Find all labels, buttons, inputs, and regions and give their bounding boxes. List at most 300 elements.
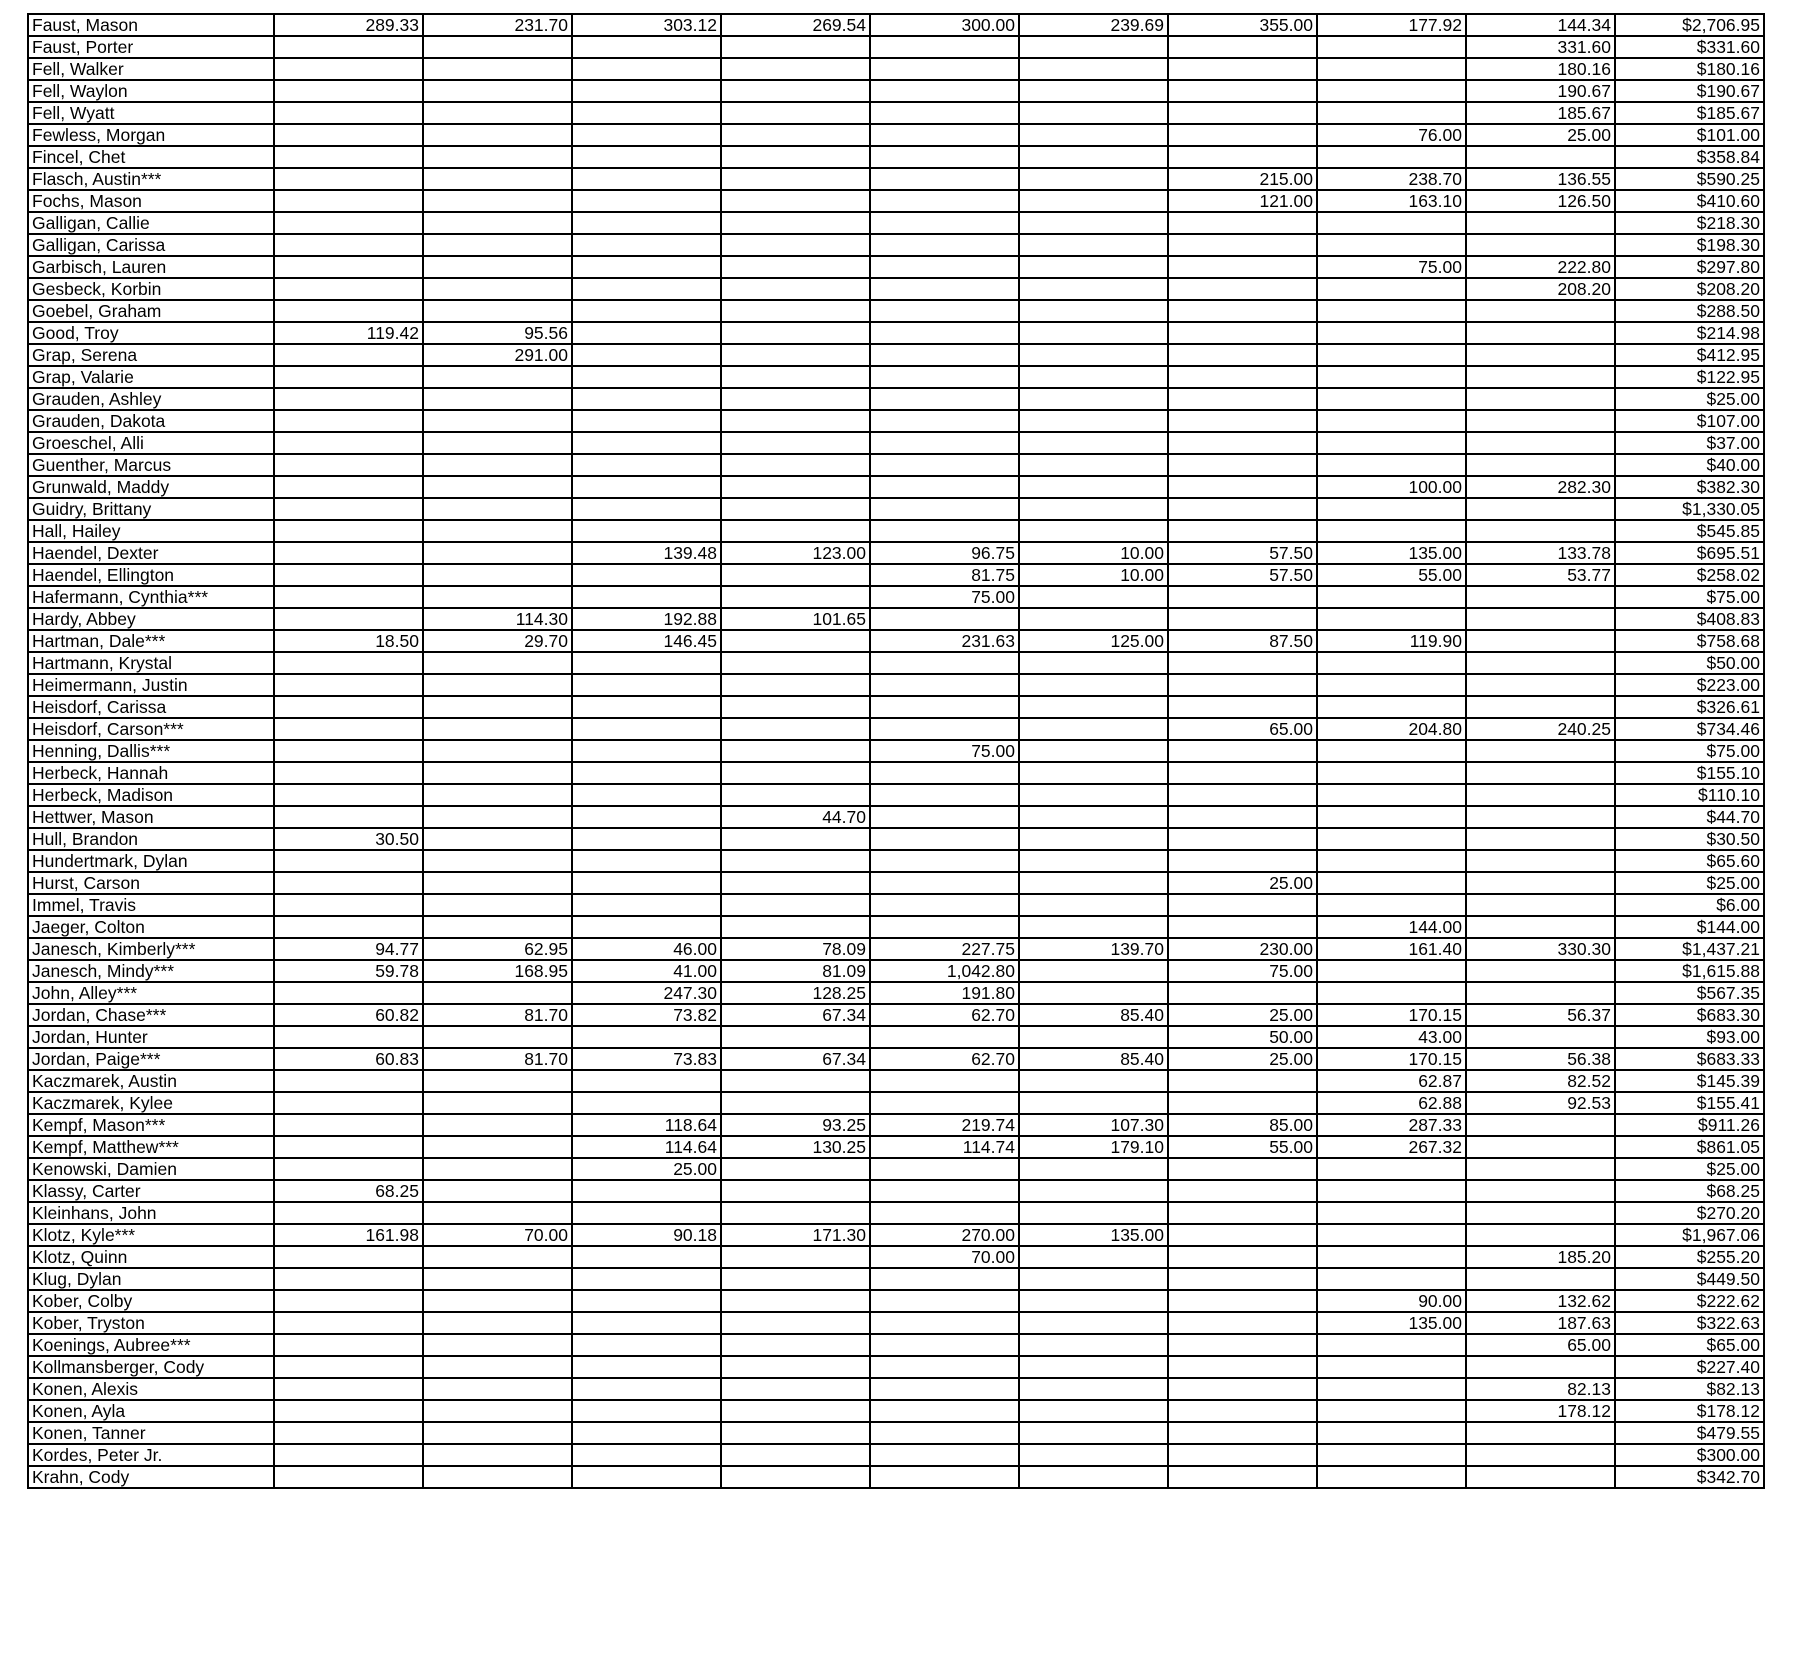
amount-cell: [274, 762, 423, 784]
amount-cell: [1317, 784, 1466, 806]
amount-cell: [1317, 806, 1466, 828]
amount-cell: [1168, 1290, 1317, 1312]
name-cell: Kleinhans, John: [28, 1202, 274, 1224]
total-cell: $412.95: [1615, 344, 1764, 366]
amount-cell: [274, 190, 423, 212]
name-cell: Koenings, Aubree***: [28, 1334, 274, 1356]
total-cell: $37.00: [1615, 432, 1764, 454]
amount-cell: [1168, 410, 1317, 432]
total-cell: $25.00: [1615, 872, 1764, 894]
amount-cell: [1466, 1158, 1615, 1180]
amount-cell: [1168, 806, 1317, 828]
amount-cell: [721, 1246, 870, 1268]
amount-cell: [274, 1202, 423, 1224]
amount-cell: [1317, 762, 1466, 784]
amount-cell: [1019, 80, 1168, 102]
amount-cell: 303.12: [572, 14, 721, 36]
amount-cell: 67.34: [721, 1004, 870, 1026]
name-cell: Herbeck, Madison: [28, 784, 274, 806]
amount-cell: [274, 278, 423, 300]
amount-cell: 136.55: [1466, 168, 1615, 190]
table-row: [28, 762, 1764, 784]
amount-cell: [870, 806, 1019, 828]
amount-cell: [572, 1246, 721, 1268]
amount-cell: [721, 828, 870, 850]
table-row: [28, 784, 1764, 806]
amount-cell: [1168, 762, 1317, 784]
table-row: [28, 190, 1764, 212]
name-cell: Haendel, Ellington: [28, 564, 274, 586]
amount-cell: [423, 190, 572, 212]
amount-cell: [274, 586, 423, 608]
amount-cell: [1317, 344, 1466, 366]
amount-cell: [572, 190, 721, 212]
amount-cell: 73.82: [572, 1004, 721, 1026]
amount-cell: 144.34: [1466, 14, 1615, 36]
name-cell: Hettwer, Mason: [28, 806, 274, 828]
name-cell: Fewless, Morgan: [28, 124, 274, 146]
amount-cell: [1168, 476, 1317, 498]
amount-cell: 267.32: [1317, 1136, 1466, 1158]
amount-cell: 126.50: [1466, 190, 1615, 212]
amount-cell: [572, 1400, 721, 1422]
table-row: [28, 388, 1764, 410]
amount-cell: [721, 1312, 870, 1334]
amount-cell: 114.64: [572, 1136, 721, 1158]
amount-cell: 300.00: [870, 14, 1019, 36]
amount-cell: 70.00: [870, 1246, 1019, 1268]
total-cell: $408.83: [1615, 608, 1764, 630]
name-cell: Herbeck, Hannah: [28, 762, 274, 784]
name-cell: Kober, Colby: [28, 1290, 274, 1312]
amount-cell: 29.70: [423, 630, 572, 652]
amount-cell: [870, 652, 1019, 674]
amount-cell: [1317, 520, 1466, 542]
amount-cell: [721, 366, 870, 388]
amount-cell: [423, 1158, 572, 1180]
table-row: [28, 1466, 1764, 1488]
name-cell: Kollmansberger, Cody: [28, 1356, 274, 1378]
amount-cell: [1019, 1400, 1168, 1422]
amount-cell: [572, 1422, 721, 1444]
amount-cell: [423, 168, 572, 190]
name-cell: Kaczmarek, Austin: [28, 1070, 274, 1092]
total-cell: $65.60: [1615, 850, 1764, 872]
amount-cell: [721, 344, 870, 366]
amount-cell: [1317, 102, 1466, 124]
amount-cell: 1,042.80: [870, 960, 1019, 982]
amount-cell: [423, 1378, 572, 1400]
name-cell: Kober, Tryston: [28, 1312, 274, 1334]
table-row: [28, 982, 1764, 1004]
amount-cell: 269.54: [721, 14, 870, 36]
amount-cell: [1317, 674, 1466, 696]
amount-cell: [870, 190, 1019, 212]
amount-cell: 139.70: [1019, 938, 1168, 960]
amount-cell: 163.10: [1317, 190, 1466, 212]
amount-cell: 222.80: [1466, 256, 1615, 278]
amount-cell: [1466, 696, 1615, 718]
amount-cell: 128.25: [721, 982, 870, 1004]
amount-cell: [1317, 608, 1466, 630]
amount-cell: [1317, 498, 1466, 520]
amount-cell: 95.56: [423, 322, 572, 344]
amount-cell: 170.15: [1317, 1048, 1466, 1070]
amount-cell: [572, 1356, 721, 1378]
amount-cell: [572, 344, 721, 366]
amount-cell: [870, 322, 1019, 344]
amount-cell: 171.30: [721, 1224, 870, 1246]
amount-cell: [870, 850, 1019, 872]
amount-cell: 60.83: [274, 1048, 423, 1070]
amount-cell: 85.00: [1168, 1114, 1317, 1136]
amount-cell: 75.00: [870, 586, 1019, 608]
table-row: [28, 80, 1764, 102]
amount-cell: [870, 410, 1019, 432]
amount-cell: [1019, 366, 1168, 388]
amount-cell: [1168, 1070, 1317, 1092]
name-cell: John, Alley***: [28, 982, 274, 1004]
amount-cell: [423, 652, 572, 674]
amount-cell: [1466, 300, 1615, 322]
amount-cell: [1168, 322, 1317, 344]
amount-cell: [274, 1026, 423, 1048]
amount-cell: [1019, 410, 1168, 432]
amount-cell: [1317, 586, 1466, 608]
amount-cell: [572, 652, 721, 674]
amount-cell: [274, 410, 423, 432]
name-cell: Hundertmark, Dylan: [28, 850, 274, 872]
amount-cell: [1317, 212, 1466, 234]
name-cell: Grunwald, Maddy: [28, 476, 274, 498]
total-cell: $107.00: [1615, 410, 1764, 432]
amount-cell: [1019, 762, 1168, 784]
amount-cell: [1019, 1334, 1168, 1356]
amount-cell: [721, 630, 870, 652]
amount-cell: [1168, 894, 1317, 916]
amount-cell: 57.50: [1168, 542, 1317, 564]
amount-cell: [572, 1466, 721, 1488]
amount-cell: [870, 1268, 1019, 1290]
amount-cell: [1019, 1070, 1168, 1092]
amount-cell: [1168, 784, 1317, 806]
name-cell: Kempf, Mason***: [28, 1114, 274, 1136]
amount-cell: [721, 1026, 870, 1048]
amount-cell: [1317, 1400, 1466, 1422]
amount-cell: 78.09: [721, 938, 870, 960]
amount-cell: [1019, 1422, 1168, 1444]
amount-cell: [1019, 696, 1168, 718]
table-row: [28, 1290, 1764, 1312]
table-row: [28, 718, 1764, 740]
table-row: [28, 652, 1764, 674]
amount-cell: [721, 58, 870, 80]
amount-cell: [1466, 850, 1615, 872]
amount-cell: [721, 190, 870, 212]
amount-cell: [274, 1312, 423, 1334]
amount-cell: [1168, 674, 1317, 696]
total-cell: $178.12: [1615, 1400, 1764, 1422]
amount-cell: [1466, 740, 1615, 762]
amount-cell: 85.40: [1019, 1048, 1168, 1070]
amount-cell: [870, 762, 1019, 784]
total-cell: $911.26: [1615, 1114, 1764, 1136]
amount-cell: 87.50: [1168, 630, 1317, 652]
amount-cell: [572, 366, 721, 388]
amount-cell: [1019, 102, 1168, 124]
amount-cell: [870, 1070, 1019, 1092]
amount-cell: [870, 608, 1019, 630]
amount-cell: [870, 828, 1019, 850]
amount-cell: [1317, 696, 1466, 718]
amount-cell: [572, 1092, 721, 1114]
amount-cell: [721, 124, 870, 146]
amount-cell: [274, 1290, 423, 1312]
amount-cell: [1168, 652, 1317, 674]
amount-cell: [572, 872, 721, 894]
amount-cell: 82.13: [1466, 1378, 1615, 1400]
amount-cell: [1317, 234, 1466, 256]
amount-cell: [870, 1422, 1019, 1444]
amount-cell: 59.78: [274, 960, 423, 982]
amount-cell: 41.00: [572, 960, 721, 982]
total-cell: $1,437.21: [1615, 938, 1764, 960]
table-row: [28, 1048, 1764, 1070]
amount-cell: [1466, 344, 1615, 366]
name-cell: Jordan, Paige***: [28, 1048, 274, 1070]
amount-cell: [572, 1290, 721, 1312]
amount-cell: 119.42: [274, 322, 423, 344]
amount-cell: [870, 1356, 1019, 1378]
amount-cell: 161.40: [1317, 938, 1466, 960]
table-row: [28, 1202, 1764, 1224]
amount-cell: [1019, 916, 1168, 938]
amount-cell: [572, 586, 721, 608]
amount-cell: [1019, 124, 1168, 146]
amount-cell: [1168, 1092, 1317, 1114]
amount-cell: [1317, 1466, 1466, 1488]
amount-cell: 60.82: [274, 1004, 423, 1026]
amount-cell: [1019, 1268, 1168, 1290]
amount-cell: [721, 1290, 870, 1312]
table-row: [28, 124, 1764, 146]
amount-cell: [870, 432, 1019, 454]
total-cell: $1,330.05: [1615, 498, 1764, 520]
amount-cell: [1019, 1356, 1168, 1378]
table-row: [28, 1356, 1764, 1378]
amount-cell: [572, 1268, 721, 1290]
amount-cell: [1317, 850, 1466, 872]
amount-cell: [870, 1158, 1019, 1180]
amount-cell: 43.00: [1317, 1026, 1466, 1048]
amount-cell: [721, 36, 870, 58]
amount-cell: 101.65: [721, 608, 870, 630]
table-row: [28, 1158, 1764, 1180]
amount-cell: [1466, 1180, 1615, 1202]
amount-cell: [423, 1268, 572, 1290]
amount-cell: [423, 388, 572, 410]
amount-cell: 90.18: [572, 1224, 721, 1246]
amount-cell: 289.33: [274, 14, 423, 36]
amount-cell: [274, 564, 423, 586]
amount-cell: 114.30: [423, 608, 572, 630]
amount-cell: [1019, 960, 1168, 982]
amount-cell: [572, 300, 721, 322]
table-row: [28, 608, 1764, 630]
total-cell: $82.13: [1615, 1378, 1764, 1400]
amount-cell: [1466, 982, 1615, 1004]
amount-cell: 62.87: [1317, 1070, 1466, 1092]
total-cell: $25.00: [1615, 388, 1764, 410]
amount-cell: [1317, 410, 1466, 432]
amount-cell: [1466, 454, 1615, 476]
table-row: [28, 146, 1764, 168]
name-cell: Heisdorf, Carson***: [28, 718, 274, 740]
amount-cell: [423, 234, 572, 256]
amount-cell: [1317, 894, 1466, 916]
amount-cell: 53.77: [1466, 564, 1615, 586]
amount-cell: [423, 1444, 572, 1466]
amount-cell: [423, 498, 572, 520]
name-cell: Janesch, Mindy***: [28, 960, 274, 982]
amount-cell: 192.88: [572, 608, 721, 630]
amount-cell: [423, 872, 572, 894]
name-cell: Klotz, Kyle***: [28, 1224, 274, 1246]
amount-cell: [1317, 1334, 1466, 1356]
total-cell: $198.30: [1615, 234, 1764, 256]
amount-cell: [870, 300, 1019, 322]
amount-cell: 10.00: [1019, 542, 1168, 564]
amount-cell: [1317, 652, 1466, 674]
table-row: [28, 476, 1764, 498]
amount-cell: [274, 36, 423, 58]
amount-cell: [1019, 1026, 1168, 1048]
amount-cell: [1466, 432, 1615, 454]
amount-cell: [1466, 410, 1615, 432]
amount-cell: [721, 850, 870, 872]
amount-cell: 187.63: [1466, 1312, 1615, 1334]
amount-cell: [274, 102, 423, 124]
amount-cell: [274, 1334, 423, 1356]
amount-cell: [1317, 1356, 1466, 1378]
name-cell: Groeschel, Alli: [28, 432, 274, 454]
amount-cell: [1317, 36, 1466, 58]
amount-cell: 135.00: [1019, 1224, 1168, 1246]
amount-cell: [1466, 212, 1615, 234]
total-cell: $1,615.88: [1615, 960, 1764, 982]
amount-cell: [1466, 1466, 1615, 1488]
amount-cell: [870, 36, 1019, 58]
name-cell: Grauden, Ashley: [28, 388, 274, 410]
table-row: [28, 520, 1764, 542]
name-cell: Hall, Hailey: [28, 520, 274, 542]
total-cell: $288.50: [1615, 300, 1764, 322]
amount-cell: [572, 916, 721, 938]
amount-cell: [1317, 1378, 1466, 1400]
amount-cell: 76.00: [1317, 124, 1466, 146]
amount-cell: [274, 344, 423, 366]
amount-cell: [1317, 740, 1466, 762]
total-cell: $358.84: [1615, 146, 1764, 168]
amount-cell: [1466, 652, 1615, 674]
amount-cell: [1317, 278, 1466, 300]
table-row: [28, 1070, 1764, 1092]
amount-cell: [572, 80, 721, 102]
total-cell: $44.70: [1615, 806, 1764, 828]
amount-cell: 123.00: [721, 542, 870, 564]
amount-cell: 240.25: [1466, 718, 1615, 740]
amount-cell: [1019, 872, 1168, 894]
amount-cell: [721, 388, 870, 410]
amount-cell: [1168, 124, 1317, 146]
total-cell: $110.10: [1615, 784, 1764, 806]
amount-cell: 25.00: [1168, 1048, 1317, 1070]
amount-cell: [423, 982, 572, 1004]
name-cell: Konen, Alexis: [28, 1378, 274, 1400]
amount-cell: [1168, 1356, 1317, 1378]
amount-cell: [1466, 828, 1615, 850]
amount-cell: [274, 234, 423, 256]
amount-cell: [870, 234, 1019, 256]
amount-cell: 135.00: [1317, 1312, 1466, 1334]
amount-cell: 85.40: [1019, 1004, 1168, 1026]
table-row: [28, 938, 1764, 960]
amount-cell: 215.00: [1168, 168, 1317, 190]
amount-cell: [572, 322, 721, 344]
amount-cell: [870, 388, 1019, 410]
amount-cell: [1019, 1290, 1168, 1312]
amount-cell: [1019, 344, 1168, 366]
amount-cell: [274, 388, 423, 410]
amount-cell: 65.00: [1466, 1334, 1615, 1356]
table-row: [28, 872, 1764, 894]
amount-cell: 227.75: [870, 938, 1019, 960]
amount-cell: [1168, 388, 1317, 410]
amount-cell: 331.60: [1466, 36, 1615, 58]
amount-cell: [572, 1378, 721, 1400]
amount-cell: [1168, 102, 1317, 124]
amount-cell: [1019, 1444, 1168, 1466]
amount-cell: [1168, 916, 1317, 938]
amount-cell: [1168, 1312, 1317, 1334]
amount-cell: [721, 520, 870, 542]
amount-cell: 94.77: [274, 938, 423, 960]
amount-cell: [1466, 366, 1615, 388]
name-cell: Krahn, Cody: [28, 1466, 274, 1488]
amount-cell: 132.62: [1466, 1290, 1615, 1312]
total-cell: $68.25: [1615, 1180, 1764, 1202]
amount-cell: [1317, 1158, 1466, 1180]
amount-cell: 180.16: [1466, 58, 1615, 80]
amount-cell: [1317, 366, 1466, 388]
amount-cell: [423, 1422, 572, 1444]
amount-cell: [1168, 58, 1317, 80]
amount-cell: [721, 454, 870, 476]
amount-cell: [870, 1290, 1019, 1312]
amount-cell: [572, 256, 721, 278]
amount-cell: [870, 1312, 1019, 1334]
amount-cell: [1019, 586, 1168, 608]
amount-cell: [1168, 740, 1317, 762]
amount-cell: [721, 894, 870, 916]
total-cell: $180.16: [1615, 58, 1764, 80]
amount-cell: [721, 278, 870, 300]
amount-cell: 62.95: [423, 938, 572, 960]
table-row: [28, 1114, 1764, 1136]
amount-cell: [274, 498, 423, 520]
amount-cell: [274, 850, 423, 872]
amount-cell: 179.10: [1019, 1136, 1168, 1158]
